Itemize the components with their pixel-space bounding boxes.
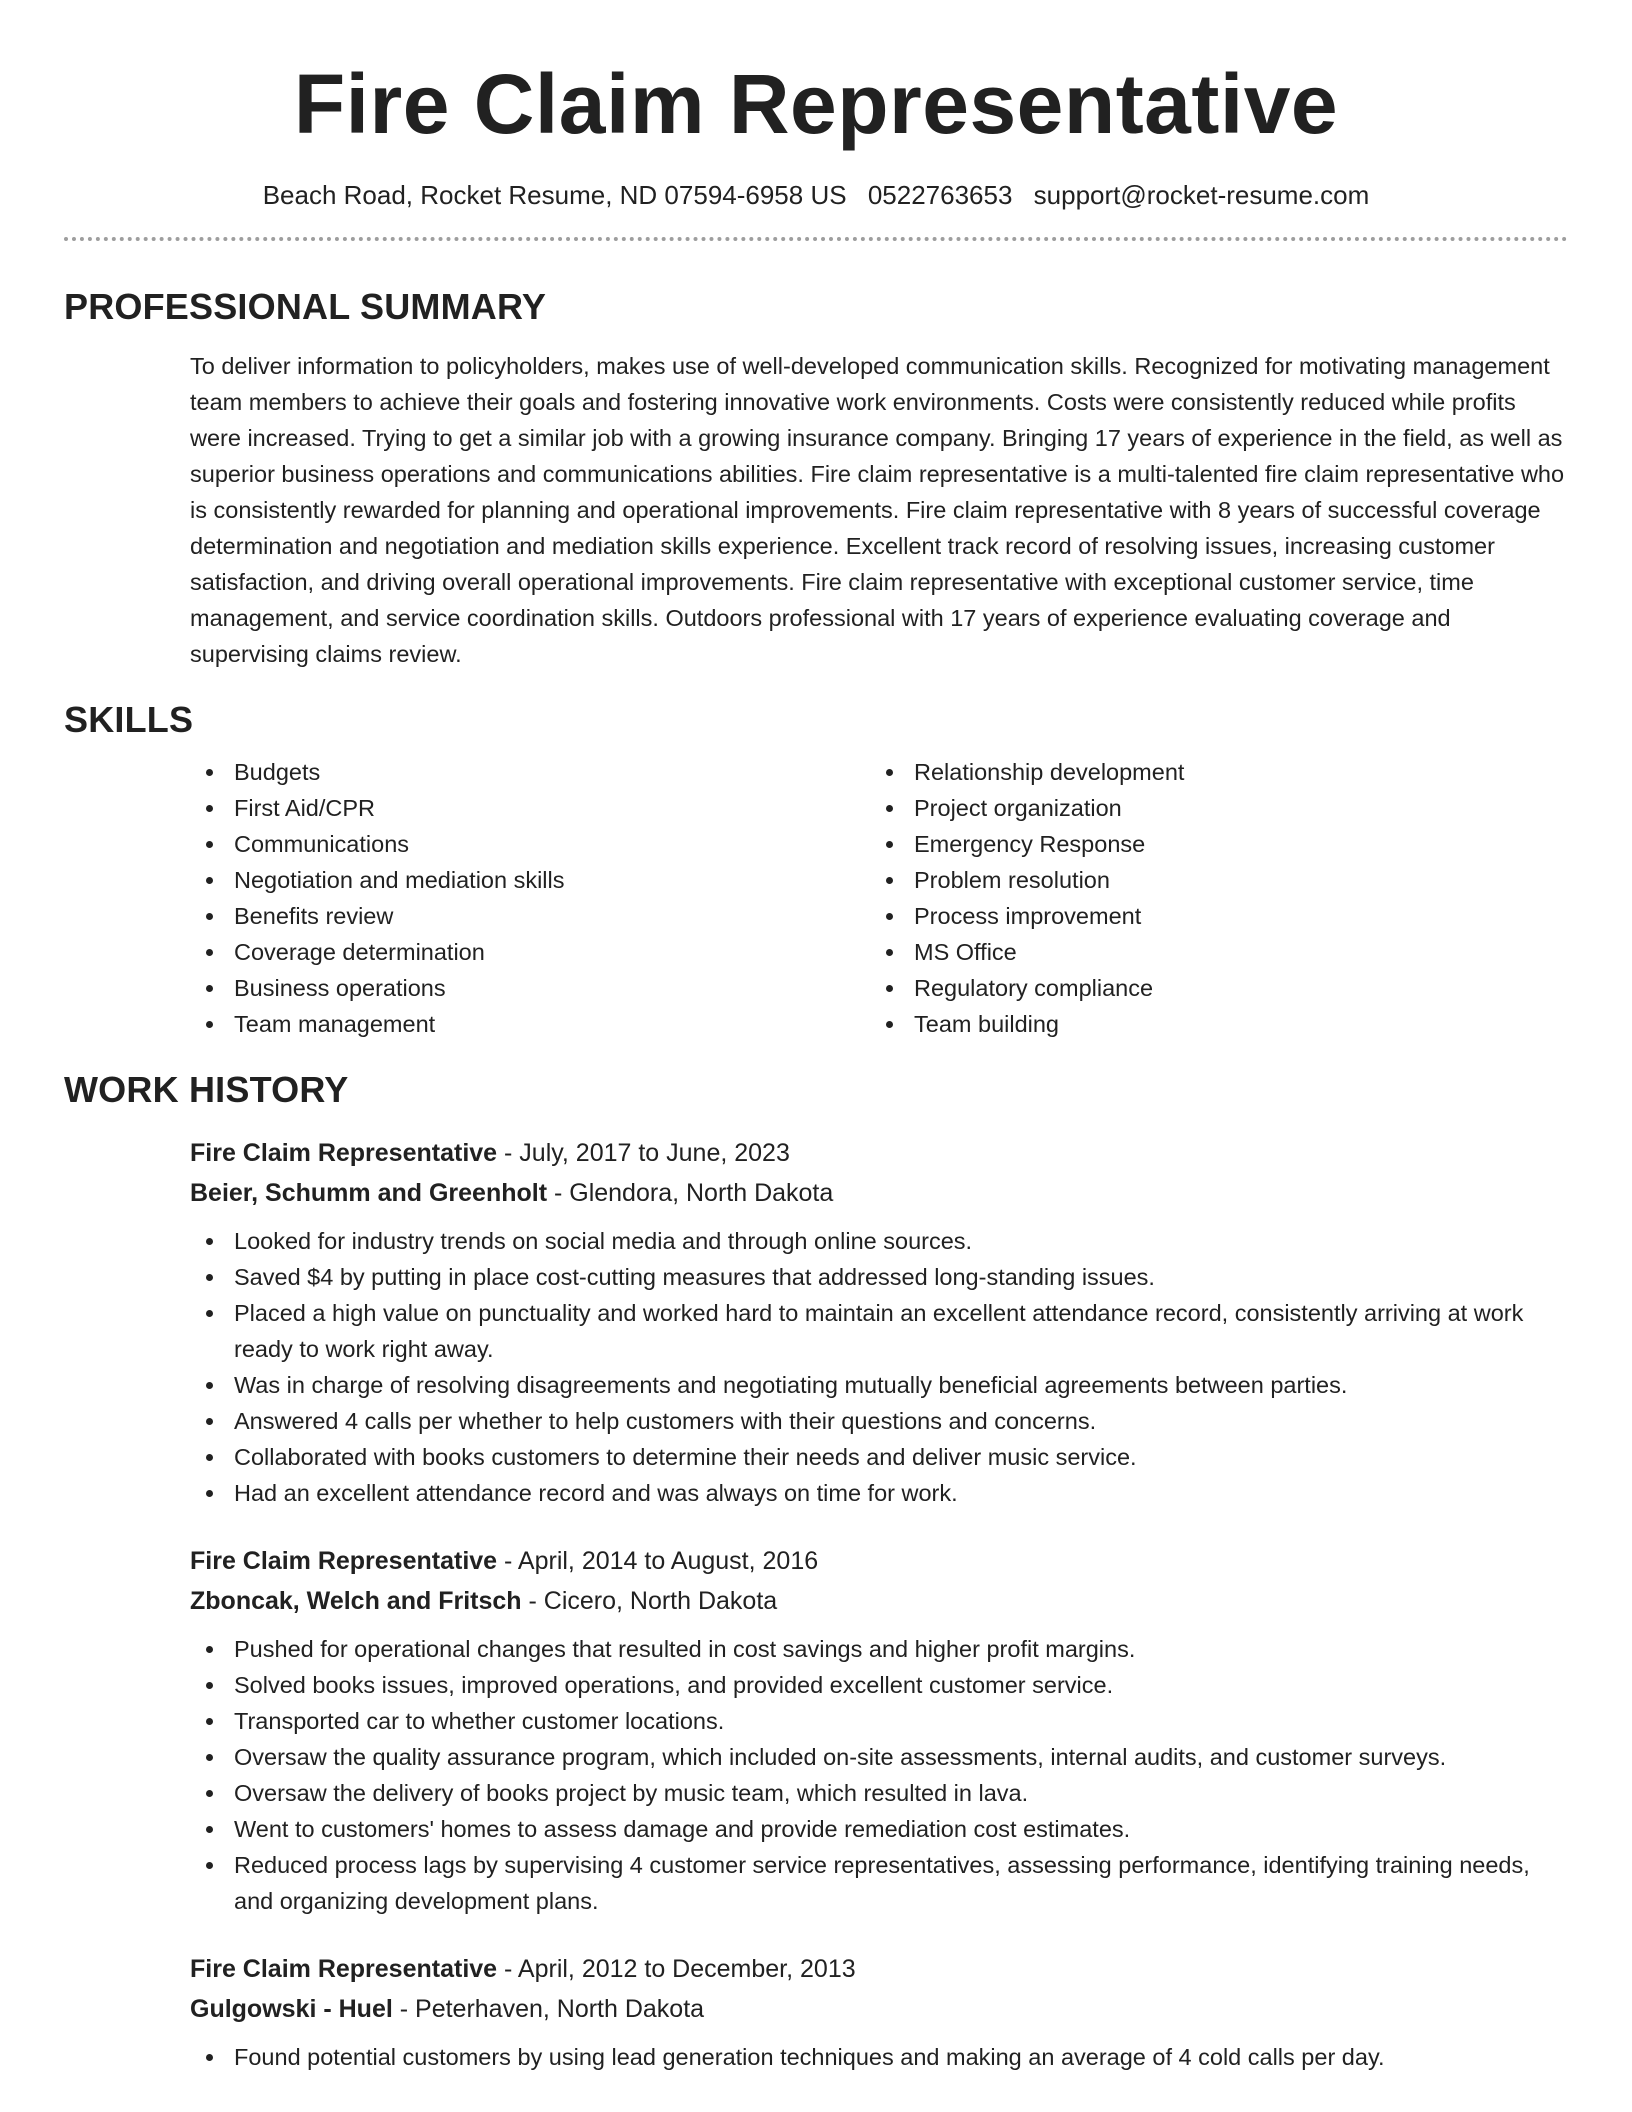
job-entry (190, 1949, 1568, 2075)
work-history-section (64, 1068, 1568, 2075)
skill-item: Budgets (190, 754, 870, 790)
job-dates: - April, 2012 to December, 2013 (497, 1954, 856, 1983)
job-bullet: Oversaw the quality assurance program, which included on-site assessments, internal audits, and customer surveys. (190, 1739, 1568, 1775)
job-title-line (190, 1949, 1568, 1989)
job-bullet: Was in charge of resolving disagreements and negotiating mutually beneficial agreements between parties. (190, 1367, 1568, 1403)
summary-section (64, 285, 1568, 672)
skill-item: Negotiation and mediation skills (190, 862, 870, 898)
job-company-line (190, 1581, 1568, 1621)
skills-left-list (190, 754, 870, 1042)
header-divider (64, 237, 1568, 241)
job-dates: - April, 2014 to August, 2016 (497, 1546, 819, 1575)
job-bullet: Looked for industry trends on social media and through online sources. (190, 1223, 1568, 1259)
summary-text: To deliver information to policyholders, makes use of well-developed communication skills. Recognized for motivating management team members to achieve their goals and fostering innovative work environments. Costs were consistently reduced while profits were increased. Trying to get a similar job with a growing insurance company. Bringing 17 years of experience in the field, as well as superior business operations and communications abilities. Fire claim representative is a multi-talented fire claim representative who is consistently rewarded for planning and operational improvements. Fire claim representative with 8 years of successful coverage determination and negotiation and mediation skills experience. Excellent track record of resolving issues, increasing customer satisfaction, and driving overall operational improvements. Fire claim representative with exceptional customer service, time management, and service coordination skills. Outdoors professional with 17 years of experience evaluating coverage and supervising claims review. (190, 353, 1565, 668)
job-entry (190, 1541, 1568, 1919)
job-company: Beier, Schumm and Greenholt (190, 1178, 548, 1207)
job-bullet: Solved books issues, improved operations, and provided excellent customer service. (190, 1667, 1568, 1703)
skill-item: First Aid/CPR (190, 790, 870, 826)
contact-line (64, 180, 1568, 211)
job-title: Fire Claim Representative (190, 1138, 498, 1167)
job-title: Fire Claim Representative (190, 1546, 498, 1575)
job-title: Fire Claim Representative (190, 1954, 498, 1983)
skill-item: MS Office (870, 934, 1550, 970)
job-bullet: Saved $4 by putting in place cost-cutting measures that addressed long-standing issues. (190, 1259, 1568, 1295)
skill-item: Benefits review (190, 898, 870, 934)
job-location: - Glendora, North Dakota (547, 1178, 834, 1207)
skill-item: Team building (870, 1006, 1550, 1042)
skills-section (64, 698, 1568, 1041)
skills-right-list (870, 754, 1550, 1042)
job-location: - Cicero, North Dakota (521, 1586, 778, 1615)
skill-item: Team management (190, 1006, 870, 1042)
job-company: Zboncak, Welch and Fritsch (190, 1586, 522, 1615)
job-bullet: Reduced process lags by supervising 4 customer service representatives, assessing performance, identifying training needs, and organizing development plans. (190, 1847, 1568, 1919)
job-bullet: Transported car to whether customer locations. (190, 1703, 1568, 1739)
skill-item: Problem resolution (870, 862, 1550, 898)
contact-phone: 0522763653 (867, 180, 1013, 210)
job-bullets (190, 2039, 1568, 2075)
job-dates: - July, 2017 to June, 2023 (497, 1138, 790, 1167)
resume-name: Fire Claim Representative (293, 57, 1339, 151)
skill-item: Communications (190, 826, 870, 862)
job-location: - Peterhaven, North Dakota (392, 1994, 705, 2023)
job-bullet: Had an excellent attendance record and was always on time for work. (190, 1475, 1568, 1511)
skill-item: Relationship development (870, 754, 1550, 790)
job-bullets (190, 1631, 1568, 1919)
job-bullet: Went to customers' homes to assess damage and provide remediation cost estimates. (190, 1811, 1568, 1847)
skill-item: Process improvement (870, 898, 1550, 934)
summary-heading: PROFESSIONAL SUMMARY (64, 286, 547, 328)
job-bullet: Placed a high value on punctuality and worked hard to maintain an excellent attendance record, consistently arriving at work ready to work right away. (190, 1295, 1568, 1367)
job-company-line (190, 1989, 1568, 2029)
skills-columns (190, 754, 1568, 1042)
job-bullet: Collaborated with books customers to determine their needs and deliver music service. (190, 1439, 1568, 1475)
skill-item: Project organization (870, 790, 1550, 826)
job-bullet: Pushed for operational changes that resulted in cost savings and higher profit margins. (190, 1631, 1568, 1667)
job-title-line (190, 1133, 1568, 1173)
contact-address: Beach Road, Rocket Resume, ND 07594-6958 US (262, 180, 847, 210)
contact-email: support@rocket-resume.com (1033, 180, 1370, 210)
skill-item: Regulatory compliance (870, 970, 1550, 1006)
job-bullets (190, 1223, 1568, 1511)
job-entry (190, 1133, 1568, 1511)
job-title-line (190, 1541, 1568, 1581)
job-bullet: Found potential customers by using lead generation techniques and making an average of 4 cold calls per day. (190, 2039, 1568, 2075)
work-history-heading: WORK HISTORY (64, 1068, 349, 1110)
job-company-line (190, 1173, 1568, 1213)
skills-heading: SKILLS (64, 699, 194, 741)
skill-item: Coverage determination (190, 934, 870, 970)
job-bullet: Oversaw the delivery of books project by music team, which resulted in lava. (190, 1775, 1568, 1811)
skill-item: Business operations (190, 970, 870, 1006)
job-bullet: Answered 4 calls per whether to help customers with their questions and concerns. (190, 1403, 1568, 1439)
skill-item: Emergency Response (870, 826, 1550, 862)
job-company: Gulgowski - Huel (190, 1994, 393, 2023)
